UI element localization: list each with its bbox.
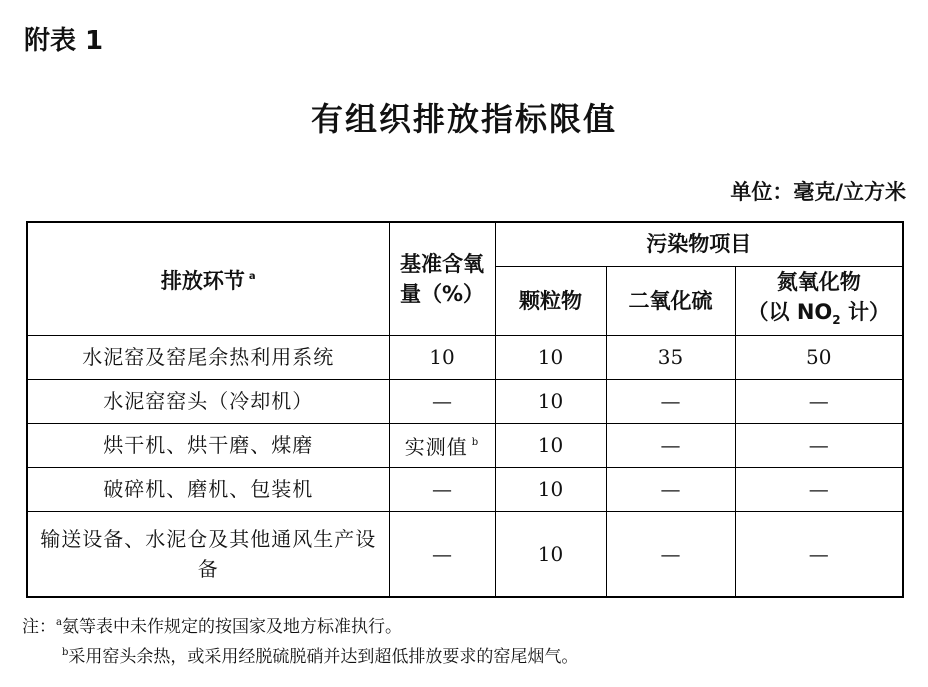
table-row	[27, 467, 903, 511]
row-so2: —	[606, 511, 735, 597]
row-process: 水泥窑窑头（冷却机）	[27, 379, 389, 423]
table-row	[27, 379, 903, 423]
appendix-label: 附表 1	[24, 26, 104, 56]
header-nox-line1: 氮氧化物	[776, 269, 861, 294]
row-particulate: 10	[495, 379, 606, 423]
row-process: 烘干机、烘干磨、煤磨	[27, 423, 389, 467]
row-particulate: 10	[495, 335, 606, 379]
row-nox: —	[735, 467, 903, 511]
row-nox: —	[735, 511, 903, 597]
row-nox: —	[735, 423, 903, 467]
header-pollutants: 污染物项目	[495, 222, 903, 266]
row-so2: —	[606, 423, 735, 467]
table-title: 有组织排放指标限值	[310, 100, 617, 138]
unit-label: 单位：毫克/立方米	[730, 180, 906, 204]
row-particulate: 10	[495, 467, 606, 511]
row-particulate: 10	[495, 423, 606, 467]
row-so2: 35	[606, 335, 735, 379]
row-oxygen: —	[389, 467, 495, 511]
footnotes	[22, 610, 578, 670]
row-process: 破碎机、磨机、包装机	[27, 467, 389, 511]
header-oxygen	[389, 222, 495, 335]
row-process: 输送设备、水泥仓及其他通风生产设备	[27, 511, 389, 597]
limits-table	[26, 221, 904, 598]
row-oxygen-mark: b	[471, 437, 480, 449]
row-so2: —	[606, 467, 735, 511]
row-process: 水泥窑及窑尾余热利用系统	[27, 335, 389, 379]
row-oxygen: —	[389, 511, 495, 597]
header-nox	[735, 266, 903, 335]
table-row	[27, 423, 903, 467]
header-particulate: 颗粒物	[495, 266, 606, 335]
header-process-label: 排放环节	[160, 268, 245, 293]
row-so2: —	[606, 379, 735, 423]
footnote-a: 注：$^a$氨等表中未作规定的按国家及地方标准执行。	[22, 617, 402, 637]
row-oxygen: 实测值 $^b$	[389, 423, 495, 467]
header-oxygen-label: 基准含氧量（%）	[400, 251, 485, 306]
row-nox: —	[735, 379, 903, 423]
row-oxygen: 10	[389, 335, 495, 379]
row-nox: 50	[735, 335, 903, 379]
table-row	[27, 335, 903, 379]
footnote-b: $^b$采用窑头余热，或采用经脱硫脱硝并达到超低排放要求的窑尾烟气。	[62, 647, 579, 667]
header-so2: 二氧化硫	[606, 266, 735, 335]
row-oxygen: —	[389, 379, 495, 423]
header-process	[27, 222, 389, 335]
header-process-mark: a	[248, 270, 256, 282]
row-particulate: 10	[495, 511, 606, 597]
header-nox-line2: （以 $NO_2$ 计）	[747, 299, 890, 327]
table-row	[27, 511, 903, 597]
